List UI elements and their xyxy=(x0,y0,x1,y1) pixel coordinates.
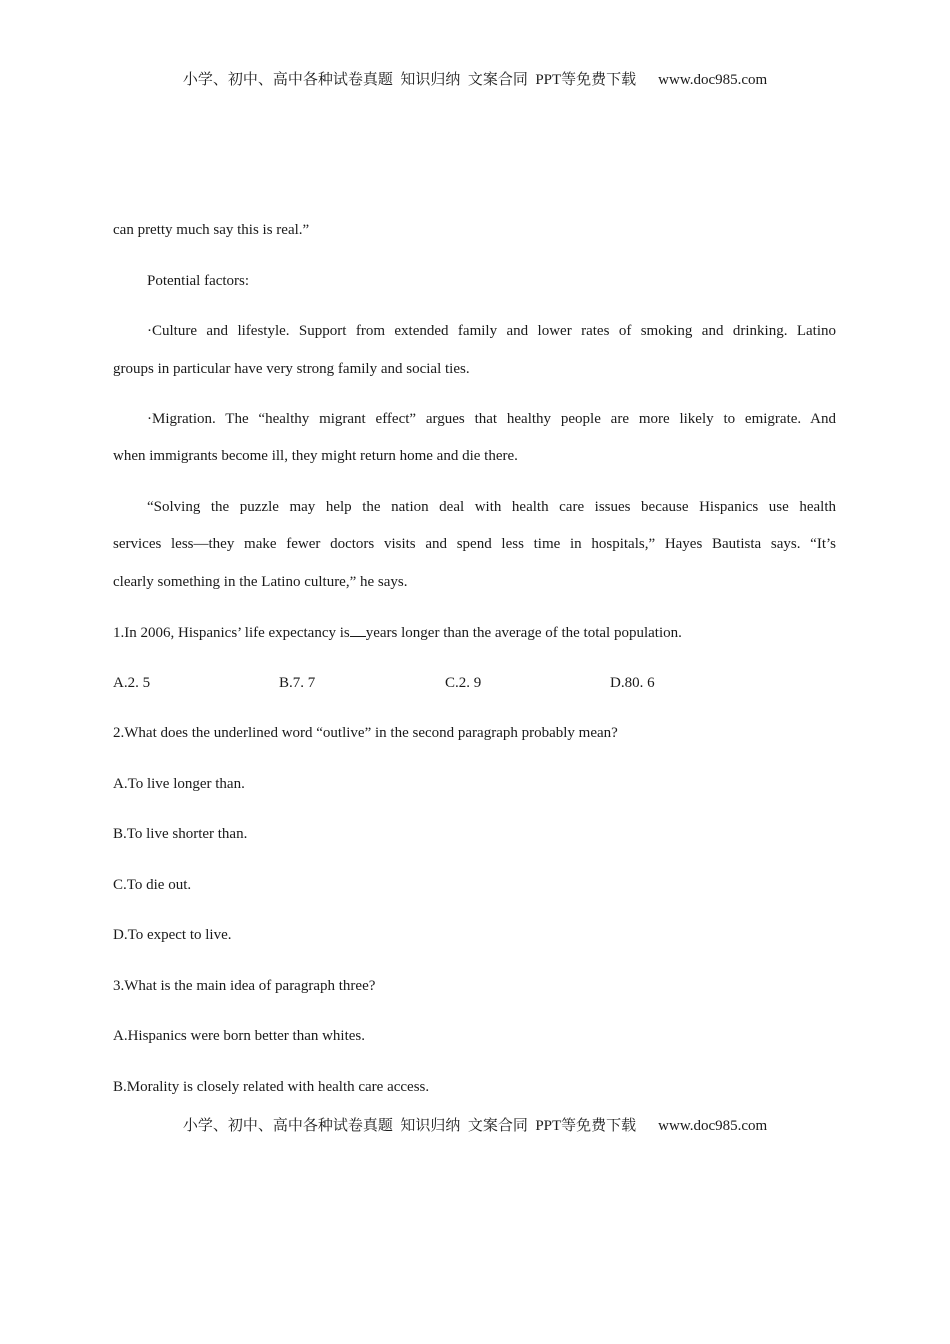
quote-line-1: “Solving the puzzle may help the nation deal with health care issues because Hispanics use health xyxy=(147,499,836,515)
factors-heading: Potential factors: xyxy=(147,273,250,289)
question-2-option-c: C.To die out. xyxy=(113,877,192,893)
question-1-stem-before: 1.In 2006, Hispanics’ life expectancy is xyxy=(113,625,350,641)
question-1-stem xyxy=(113,622,836,643)
culture-line-1: ·Culture and lifestyle. Support from extended family and lower rates of smoking and drinking. Latino xyxy=(147,323,836,339)
quote-line-2: services less—they make fewer doctors visits and spend less time in hospitals,” Hayes Bautista says. “It’s xyxy=(113,536,836,552)
question-1-option-c: C.2. 9 xyxy=(445,675,482,691)
question-2-option-a: A.To live longer than. xyxy=(113,776,245,792)
question-3-stem: 3.What is the main idea of paragraph three? xyxy=(113,978,376,994)
footer-text: 小学、初中、高中各种试卷真题 知识归纳 文案合同 PPT等免费下载 xyxy=(182,1118,637,1134)
question-3-option-a: A.Hispanics were born better than whites. xyxy=(113,1028,366,1044)
header-site-link[interactable]: www.doc985.com xyxy=(658,72,768,88)
question-1-option-d: D.80. 6 xyxy=(610,675,655,691)
passage-line: can pretty much say this is real.” xyxy=(113,222,310,238)
answer-blank xyxy=(350,622,366,637)
footer-site-link[interactable]: www.doc985.com xyxy=(658,1118,768,1134)
header-text: 小学、初中、高中各种试卷真题 知识归纳 文案合同 PPT等免费下载 xyxy=(182,72,637,88)
question-1-stem-after: years longer than the average of the total population. xyxy=(365,625,682,641)
page-footer xyxy=(0,1114,950,1135)
question-1-option-b: B.7. 7 xyxy=(279,675,316,691)
culture-line-2: groups in particular have very strong family and social ties. xyxy=(113,361,470,377)
question-1-option-a: A.2. 5 xyxy=(113,675,151,691)
page-header xyxy=(0,68,950,89)
question-2-option-b: B.To live shorter than. xyxy=(113,826,248,842)
quote-line-3: clearly something in the Latino culture,” he says. xyxy=(113,574,408,590)
migration-line-2: when immigrants become ill, they might return home and die there. xyxy=(113,448,518,464)
question-2-stem: 2.What does the underlined word “outlive” in the second paragraph probably mean? xyxy=(113,725,618,741)
question-3-option-b: B.Morality is closely related with health care access. xyxy=(113,1079,430,1095)
migration-line-1: ·Migration. The “healthy migrant effect” argues that healthy people are more likely to emigrate. And xyxy=(147,411,836,427)
question-2-option-d: D.To expect to live. xyxy=(113,927,232,943)
